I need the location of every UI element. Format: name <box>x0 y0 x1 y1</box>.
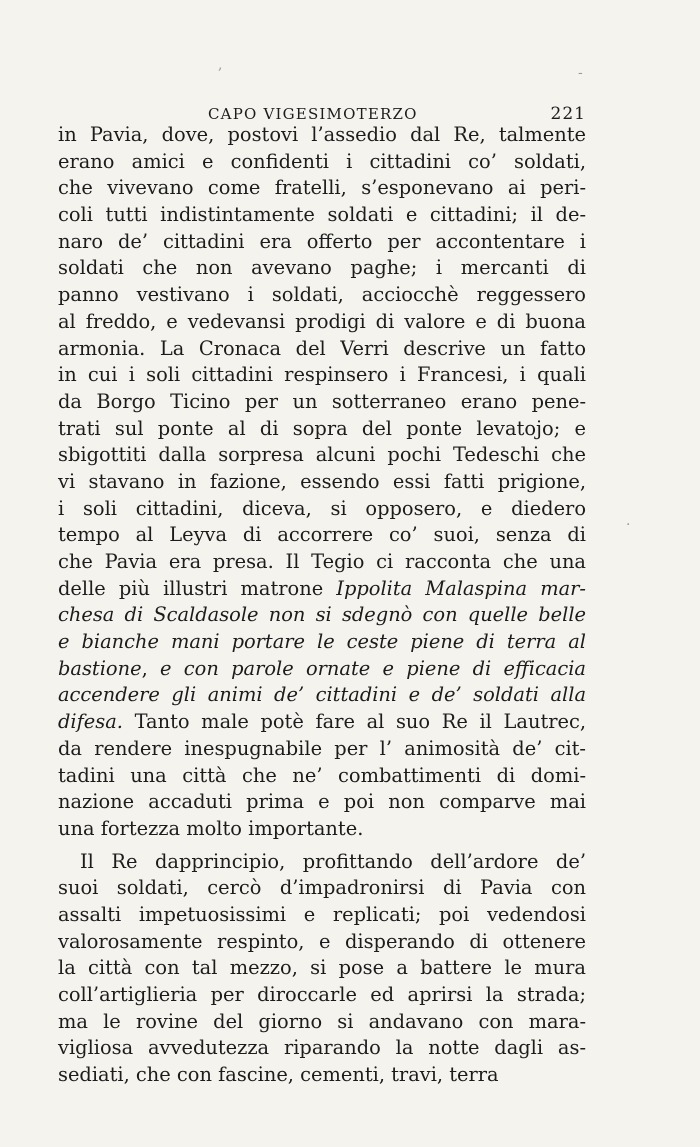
page-speck: · <box>626 517 631 533</box>
text-run: sbigottiti dalla sorpresa alcuni pochi Tedeschi che <box>58 443 586 467</box>
text-run: che Pavia era presa. Il Tegio ci racconta che una <box>58 550 586 573</box>
text-line <box>58 229 586 256</box>
text-run: ma le rovine del giorno si andavano con mara- <box>58 1009 586 1033</box>
text-line <box>58 255 586 282</box>
text-line <box>58 656 586 683</box>
text-line <box>58 602 586 629</box>
paragraph <box>58 122 586 843</box>
text-run: Il Re dapprincipio, profittando dell’ardore de’ <box>80 849 586 873</box>
text-line <box>58 416 586 443</box>
text-run: panno vestivano i soldati, acciocchè reggessero <box>58 283 586 307</box>
text-line <box>58 549 586 576</box>
text-line <box>58 309 586 336</box>
text-run: una fortezza molto importante. <box>58 816 364 840</box>
text-line <box>58 282 586 309</box>
text-run: trati sul ponte al di sopra del ponte levatojo; e <box>58 416 586 440</box>
text-run: delle più illustri matrone <box>58 576 337 600</box>
text-run: sediati, che con fascine, cementi, travi, terra <box>58 1063 499 1087</box>
text-line <box>58 389 586 416</box>
text-line <box>58 576 586 603</box>
text-run: armonia. La Cronaca del Verri descrive un fatto <box>58 336 586 360</box>
text-line <box>58 682 586 709</box>
text-run: suoi soldati, cercò d’impadronirsi di Pavia con <box>58 876 586 900</box>
text-run: vi stavano in fazione, essendo essi fatti prigione, <box>58 469 586 493</box>
text-run: tadini una città che ne’ combattimenti di domi- <box>58 763 586 787</box>
text-line <box>58 442 586 469</box>
body-text <box>58 122 586 1089</box>
italic-run: accendere gli animi de’ cittadini e de’ soldati alla <box>58 683 586 707</box>
text-run: erano amici e confidenti i cittadini co’ soldati, <box>58 149 586 173</box>
text-run: , <box>141 656 161 680</box>
text-line <box>58 1035 586 1062</box>
text-run: soldati che non avevano paghe; i mercanti di <box>58 256 586 280</box>
text-line <box>58 816 586 843</box>
text-line <box>58 849 586 876</box>
text-line <box>58 202 586 229</box>
text-run: la città con tal mezzo, si pose a battere le mura <box>58 956 586 980</box>
text-line <box>58 902 586 929</box>
italic-run: e con parole ornate e piene di efficacia <box>160 656 586 680</box>
text-run: in cui i soli cittadini respinsero i Francesi, i quali <box>58 363 586 387</box>
text-run: coli tutti indistintamente soldati e cittadini; il de- <box>58 203 586 227</box>
text-line <box>58 149 586 176</box>
text-line <box>58 469 586 496</box>
text-line <box>58 982 586 1009</box>
text-line <box>58 1009 586 1036</box>
page-number: 221 <box>550 104 586 124</box>
text-run: che vivevano come fratelli, s’esponevano ai peri- <box>58 176 586 200</box>
text-run: naro de’ cittadini era offerto per accontentare i <box>58 229 586 253</box>
paragraph <box>58 849 586 1089</box>
page-speck: , <box>218 57 223 73</box>
text-line <box>58 522 586 549</box>
text-run: al freddo, e vedevansi prodigi di valore e di buona <box>58 309 586 333</box>
text-line <box>58 763 586 790</box>
text-line <box>58 929 586 956</box>
text-line <box>58 789 586 816</box>
text-run: assalti impetuosissimi e replicati; poi vedendosi <box>58 902 586 926</box>
text-run: coll’artiglieria per diroccarle ed aprirsi la strada; <box>58 983 586 1006</box>
text-line <box>58 709 586 736</box>
text-run: valorosamente respinto, e disperando di ottenere <box>58 929 586 953</box>
text-run: nazione accaduti prima e poi non comparve mai <box>58 790 586 814</box>
italic-run: difesa. <box>58 710 123 734</box>
book-page <box>58 0 631 1147</box>
italic-run: bastione <box>58 656 142 680</box>
text-run: i soli cittadini, diceva, si opposero, e diedero <box>58 496 586 520</box>
text-line <box>58 1062 586 1089</box>
text-run: Tanto male potè fare al suo Re il Lautrec, <box>122 710 586 734</box>
text-line <box>58 955 586 982</box>
text-line <box>58 336 586 363</box>
running-title: CAPO VIGESIMOTERZO <box>208 105 418 123</box>
italic-run: Ippolita Malaspina mar- <box>336 576 586 600</box>
text-line <box>58 875 586 902</box>
page-speck: - <box>578 65 583 81</box>
text-line <box>58 629 586 656</box>
italic-run: chesa di Scaldasole non si sdegnò con quelle belle <box>58 603 586 627</box>
text-line <box>58 362 586 389</box>
text-run: vigliosa avvedutezza riparando la notte dagli as- <box>58 1036 586 1060</box>
text-line <box>58 496 586 523</box>
text-run: tempo al Leyva di accorrere co’ suoi, senza di <box>58 523 586 547</box>
text-run: da rendere inespugnabile per l’ animosità de’ cit- <box>58 736 586 760</box>
text-line <box>58 175 586 202</box>
italic-run: e bianche mani portare le ceste piene di terra al <box>58 630 586 654</box>
text-run: in Pavia, dove, postovi l’assedio dal Re, talmente <box>58 123 586 146</box>
text-line <box>58 122 586 149</box>
text-line <box>58 736 586 763</box>
text-run: da Borgo Ticino per un sotterraneo erano pene- <box>58 389 586 413</box>
